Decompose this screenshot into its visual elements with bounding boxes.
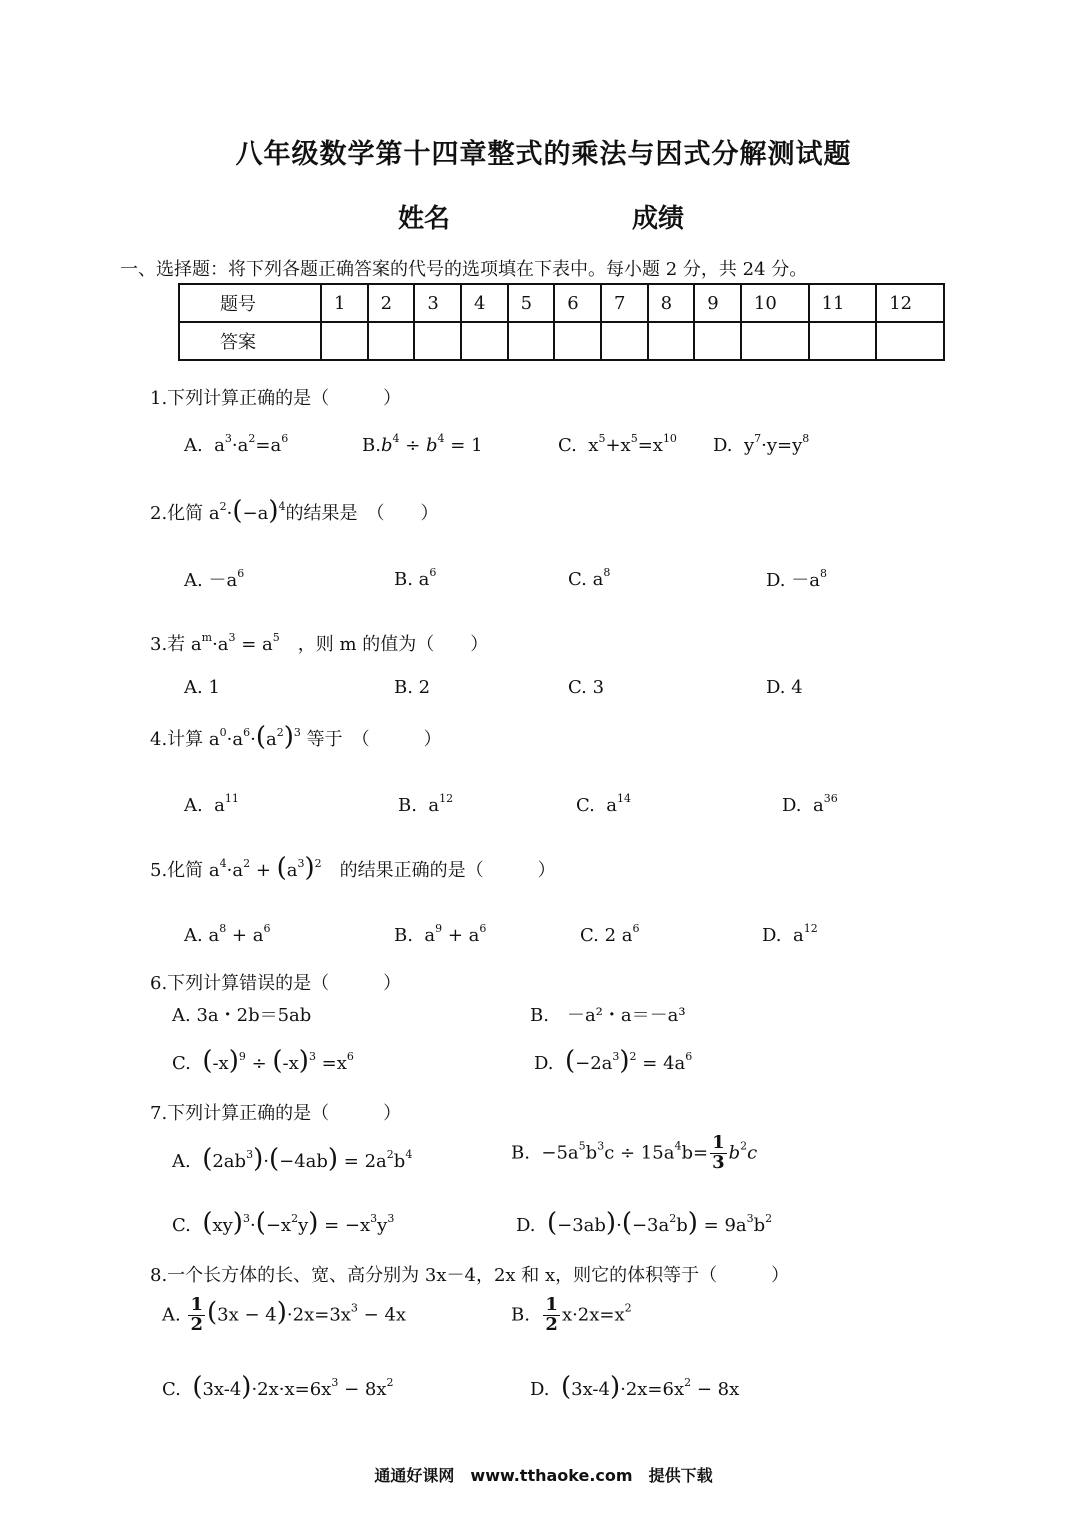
q3-option-d: D. 4 [766, 677, 803, 698]
option-label: A. [172, 1151, 191, 1172]
footer-credit: 通通好课网 www.tthaoke.com 提供下载 [374, 1466, 713, 1485]
option-label: D. [530, 1379, 550, 1400]
q1-option-d: D. $y^7\cdot y=y^8$ [713, 432, 810, 456]
score-label: 成绩 [632, 204, 685, 234]
option-label: B. [511, 1142, 530, 1164]
question-1-stem: 1.下列计算正确的是（ ） [150, 388, 402, 409]
option-text: D. －a [766, 570, 820, 591]
q8-option-d: D. $(3x-4)\cdot 2x=6x^2 - 8x$ [530, 1372, 740, 1402]
table-cell: 2 [368, 284, 415, 322]
option-label: A. [184, 435, 203, 456]
fraction-one-half: $\frac{1}{2}$ [545, 1294, 558, 1335]
question-3-stem: 3.若 $a^m\cdot a^3 = a^5$ ，则 m 的值为（ ） [150, 631, 489, 655]
option-label: D. [516, 1215, 536, 1236]
q4-option-a: A. $a^{11}$ [184, 792, 239, 816]
option-label: A. [184, 795, 203, 816]
q1-option-a: A. $a^3\cdot a^2=a^6$ [184, 432, 289, 456]
q7-option-d: D. $(-3ab)\cdot(-3a^2b) = 9a^3b^2$ [516, 1208, 773, 1238]
table-row [179, 322, 944, 360]
answer-cell[interactable] [414, 322, 461, 360]
q6-option-b: B. －a²・a＝－a³ [530, 1005, 686, 1026]
option-label: A. [162, 1304, 181, 1326]
q3-option-a: A. 1 [184, 677, 220, 698]
stem-text: 4.计算 [150, 729, 204, 750]
q8-option-b: B. $\frac{1}{2}$ $x\cdot 2x=x^2$ [511, 1294, 632, 1335]
q3-option-c: C. 3 [568, 677, 605, 698]
answer-cell[interactable] [508, 322, 555, 360]
table-cell: 9 [694, 284, 741, 322]
answer-table [178, 283, 945, 361]
section-heading: 一、选择题：将下列各题正确答案的代号的选项填在下表中。每小题 2 分，共 24 分。 [120, 259, 808, 280]
q6-option-c: C. $(-x)^9 \div (-x)^3 =x^6$ [172, 1046, 354, 1076]
stem-text: ，则 m 的值为（ ） [297, 634, 489, 655]
q1-option-c: C. $x^5+x^5=x^{10}$ [558, 432, 677, 456]
option-label: C. [172, 1215, 191, 1236]
stem-text: 5.化简 [150, 860, 204, 881]
option-label: D. [762, 925, 782, 946]
q7-option-b: B. $-5a^5b^3c \div 15a^4b=$ $\frac{1}{3}$ $b^2c$ [511, 1132, 758, 1173]
table-row [179, 284, 944, 322]
q2-option-b: B. $a^6$ [394, 566, 437, 590]
option-text: A. －a [184, 570, 238, 591]
table-cell: 11 [809, 284, 877, 322]
question-2-stem: 2.化简 $a^2\cdot(-a)^4$的结果是 （ ） [150, 496, 439, 526]
table-header-answer: 答案 [179, 322, 321, 360]
table-cell: 5 [508, 284, 555, 322]
answer-cell[interactable] [368, 322, 415, 360]
q5-option-a: A. $a^8 + a^6$ [184, 922, 271, 946]
option-label: B. [362, 435, 381, 456]
answer-cell[interactable] [741, 322, 809, 360]
page-title: 八年级数学第十四章整式的乘法与因式分解测试题 [235, 139, 852, 170]
q7-option-a: A. $(2ab^3)\cdot(-4ab) = 2a^2b^4$ [172, 1144, 413, 1174]
q2-option-d: D. $-a^8$ [766, 567, 827, 591]
answer-cell[interactable] [809, 322, 877, 360]
option-label: B. [511, 1304, 530, 1326]
option-text: B. a [394, 569, 430, 590]
name-label: 姓名 [398, 204, 451, 234]
option-label: B. [394, 925, 413, 946]
q3-option-b: B. 2 [394, 677, 431, 698]
option-label: D. [534, 1053, 554, 1074]
q8-option-c: C. $(3x-4)\cdot 2x\cdot x=6x^3 - 8x^2$ [162, 1372, 394, 1402]
option-label: D. [782, 795, 802, 816]
q5-option-c: C. 2 $a^6$ [580, 922, 640, 946]
table-cell: 3 [414, 284, 461, 322]
table-cell: 8 [648, 284, 695, 322]
answer-cell[interactable] [648, 322, 695, 360]
q4-option-d: D. $a^{36}$ [782, 792, 838, 816]
table-cell: 7 [601, 284, 648, 322]
fraction-one-third: $\frac{1}{3}$ [712, 1132, 725, 1173]
stem-text: 的结果是 （ ） [285, 503, 439, 524]
q5-option-b: B. $a^9 + a^6$ [394, 922, 487, 946]
q1-option-b: $B.b^4 \div b^4 = 1$ [362, 432, 483, 456]
fraction-one-half: $\frac{1}{2}$ [190, 1294, 203, 1335]
option-label: D. [713, 435, 733, 456]
table-header-number: 题号 [179, 284, 321, 322]
answer-cell[interactable] [876, 322, 944, 360]
question-6-stem: 6.下列计算错误的是（ ） [150, 973, 402, 994]
answer-cell[interactable] [461, 322, 508, 360]
answer-cell[interactable] [601, 322, 648, 360]
option-label: B. [398, 795, 417, 816]
question-5-stem: 5.化简 $a^4\cdot a^2 + (a^3)^2$ 的结果正确的是（ ） [150, 853, 556, 883]
q4-option-c: C. $a^{14}$ [576, 792, 632, 816]
stem-text: 的结果正确的是（ ） [339, 860, 556, 881]
answer-cell[interactable] [321, 322, 368, 360]
table-cell: 4 [461, 284, 508, 322]
question-8-stem: 8.一个长方体的长、宽、高分别为 3x－4，2x 和 x，则它的体积等于（ ） [150, 1265, 790, 1286]
q7-option-c: C. $(xy)^3\cdot(-x^2y) = -x^3y^3$ [172, 1208, 395, 1238]
q2-option-c: C. $a^8$ [568, 566, 611, 590]
stem-text: 2.化简 [150, 503, 204, 524]
option-label: C. [172, 1053, 191, 1074]
table-cell: 10 [741, 284, 809, 322]
option-label: C. [162, 1379, 181, 1400]
q5-option-d: D. $a^{12}$ [762, 922, 818, 946]
question-4-stem: 4.计算 $a^0\cdot a^6\cdot(a^2)^3$ 等于 （ ） [150, 722, 442, 752]
answer-cell[interactable] [554, 322, 601, 360]
table-cell: 1 [321, 284, 368, 322]
q4-option-b: B. $a^{12}$ [398, 792, 454, 816]
option-label: C. [576, 795, 595, 816]
answer-cell[interactable] [694, 322, 741, 360]
table-cell: 12 [876, 284, 944, 322]
q6-option-d: D. $(-2a^3)^2 = 4a^6$ [534, 1046, 693, 1076]
stem-text: 等于 （ ） [306, 729, 442, 750]
q6-option-a: A. 3a・2b＝5ab [172, 1005, 312, 1026]
table-cell: 6 [554, 284, 601, 322]
q8-option-a: A. $\frac{1}{2}$ $(3x - 4)\cdot 2x=3x^3 - 4x$ [162, 1294, 407, 1335]
option-label: C. [580, 925, 599, 946]
option-label: A. [184, 925, 203, 946]
question-7-stem: 7.下列计算正确的是（ ） [150, 1103, 402, 1124]
stem-text: 3.若 [150, 634, 186, 655]
q2-option-a: A. $-a^6$ [184, 567, 245, 591]
option-label: C. [558, 435, 577, 456]
option-text: C. a [568, 569, 604, 590]
